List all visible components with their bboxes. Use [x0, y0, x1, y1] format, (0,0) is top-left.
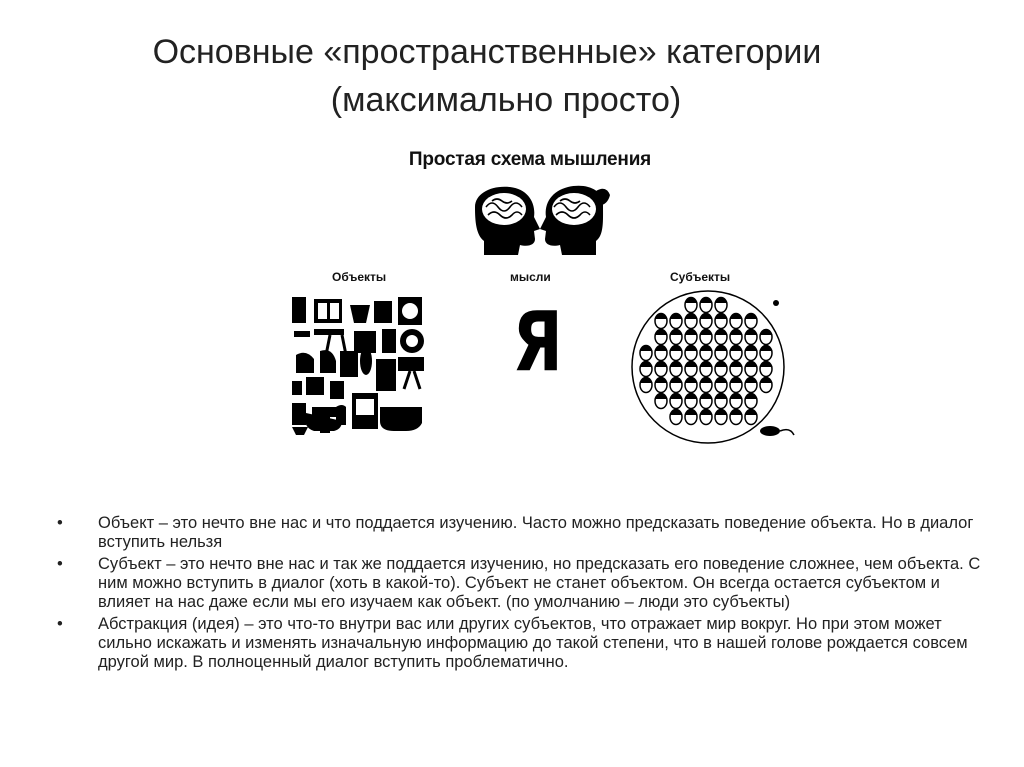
fly-icon: [773, 300, 779, 306]
slide-title: [0, 28, 1024, 124]
bullet-marker: •: [57, 555, 63, 573]
bullet-marker: •: [57, 514, 63, 532]
right-head-icon: [540, 186, 610, 255]
bullet-text: Субъект – это нечто вне нас и так же поддается изучению, но предсказать его поведение сложнее, чем объекта. С ним можно вступить в диалог (хоть в какой-то). Субъект не станет объектом. Он всегда остается субъектом и влияет на нас даже если мы его изучаем как объект. (по умолчанию – люди это субъекты): [98, 555, 981, 611]
bullet-marker: •: [57, 615, 63, 633]
bullet-text: Объект – это нечто вне нас и что поддается изучению. Часто можно предсказать поведение объекта. Но в диалог вступить нельзя: [98, 514, 974, 551]
objects-collage: [292, 297, 424, 435]
subjects-crowd: [632, 291, 784, 443]
list-item: [57, 514, 987, 552]
bullet-text: Абстракция (идея) – это что-то внутри вас или других субъектов, что отражает мир вокруг. Но при этом может сильно искажать и изменять изначальную информацию до такой степени, что в нашей голове рождается совсем другой мир. В полноценный диалог вступить проблематично.: [98, 615, 968, 671]
center-letter: Я: [512, 295, 563, 390]
list-item: [57, 615, 987, 672]
left-head-icon: [475, 187, 540, 255]
thinking-scheme-figure: [270, 145, 810, 455]
bullet-list: [57, 514, 987, 675]
list-item: [57, 555, 987, 612]
mouse-icon: [760, 426, 794, 436]
label-thoughts: мысли: [510, 270, 551, 284]
figure-title: Простая схема мышления: [408, 149, 652, 170]
slide-title-line1: Основные «пространственные» категории: [152, 33, 822, 71]
label-subjects: Субъекты: [670, 270, 731, 284]
label-objects: Объекты: [332, 270, 387, 284]
slide-title-line2: (максимально просто): [330, 81, 682, 119]
